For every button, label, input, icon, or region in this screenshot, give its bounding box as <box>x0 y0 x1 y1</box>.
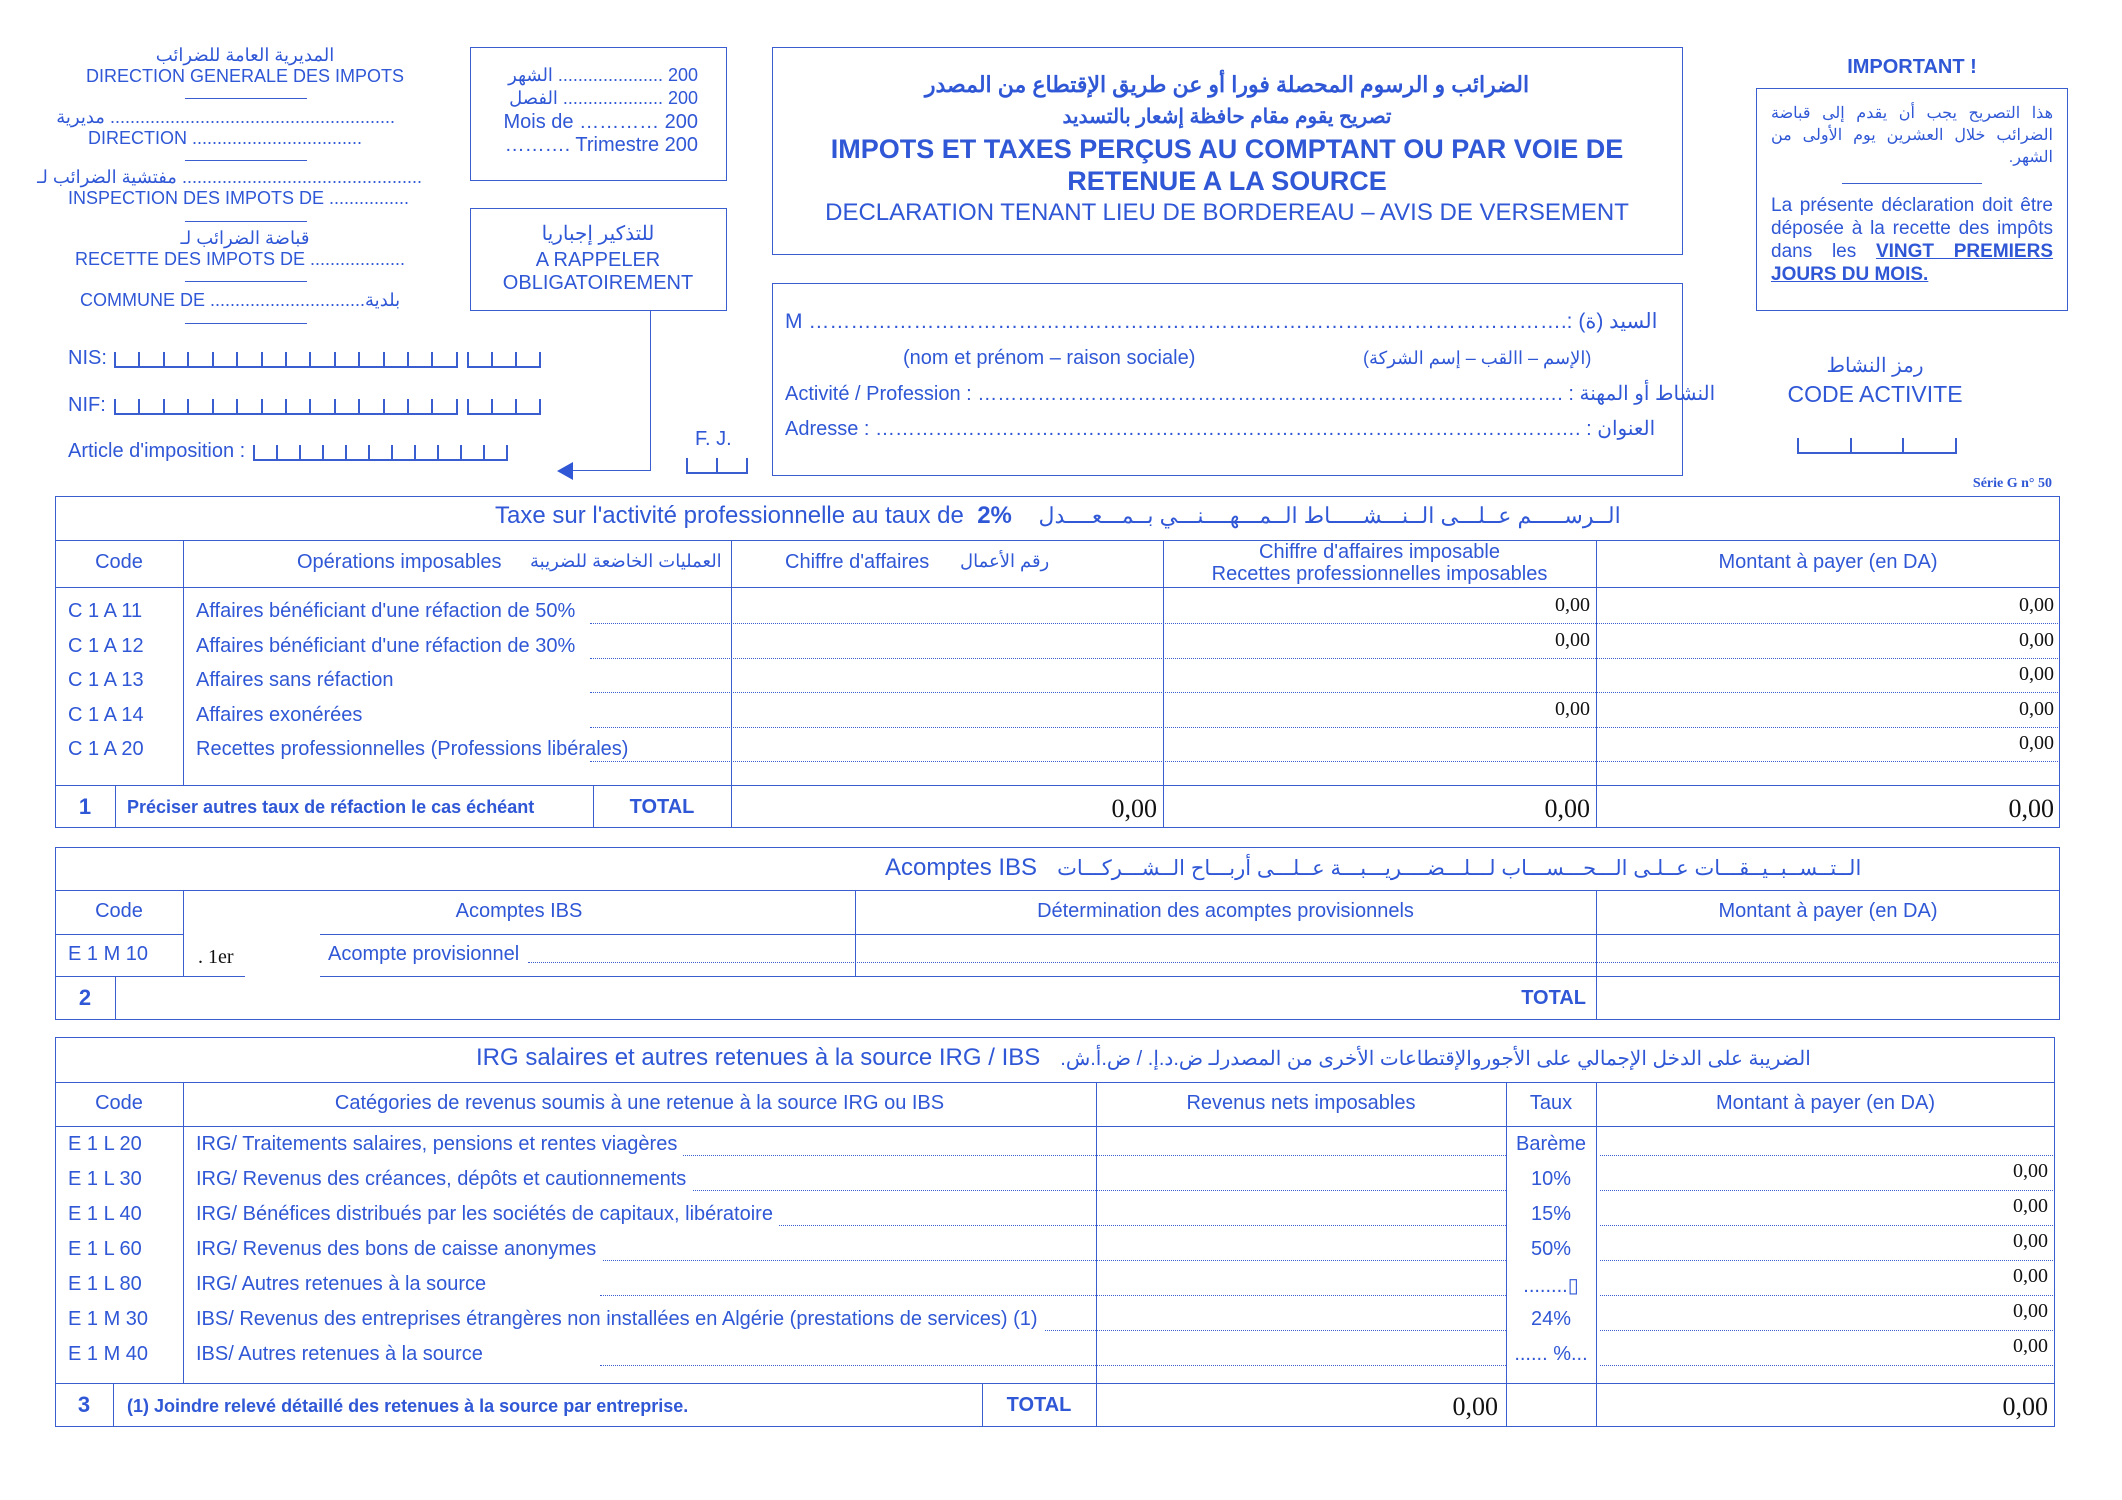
th-ca-ar: رقم الأعمال <box>960 551 1050 571</box>
nif-field[interactable] <box>114 393 456 415</box>
row-amount-field[interactable] <box>1600 1330 2053 1331</box>
row-label: IBS/ Autres retenues à la source <box>196 1343 489 1366</box>
ibs-ordinal: . 1er <box>198 946 234 968</box>
digit-slot[interactable] <box>114 399 116 415</box>
digit-slot[interactable] <box>138 352 140 368</box>
digit-slot[interactable] <box>276 445 278 461</box>
row-amount: 0,00 <box>2019 697 2054 720</box>
row-code: E 1 M 40 <box>68 1343 149 1365</box>
taxpayer-name-field[interactable]: M ………………………………………………………..……………….…………………….: السيد (ة) <box>785 310 1658 333</box>
digit-slot[interactable] <box>345 445 347 461</box>
digit-slot[interactable] <box>212 399 214 415</box>
tap-title <box>495 502 1621 530</box>
row-code: E 1 L 80 <box>68 1273 142 1295</box>
digit-slot[interactable] <box>299 445 301 461</box>
arrow-left-icon <box>557 462 573 480</box>
ibs-title-fr: Acomptes IBS <box>885 854 1038 881</box>
reminder-box <box>470 208 727 311</box>
period-box <box>470 47 727 181</box>
row-field[interactable] <box>590 692 2058 693</box>
row-code: C 1 A 12 <box>68 634 144 657</box>
digit-slot[interactable] <box>460 445 462 461</box>
digit-slot[interactable] <box>491 352 493 368</box>
row-amount: 0,00 <box>2019 594 2054 616</box>
title-box <box>772 47 1683 255</box>
row-rate: 15% <box>1530 1203 1572 1225</box>
digit-slot[interactable] <box>236 399 238 415</box>
row-rate: 50% <box>1530 1238 1572 1260</box>
irg-title-fr: IRG salaires et autres retenues à la source IRG / IBS <box>476 1044 1041 1071</box>
ibs-row-field[interactable] <box>528 962 2058 963</box>
title-line2: RETENUE A LA SOURCE <box>1067 166 1387 196</box>
code-activite-label: CODE ACTIVITE <box>1787 381 1963 407</box>
tap-title-fr: Taxe sur l'activité professionnelle au taux de <box>495 502 964 529</box>
dgi-ar: المديرية العامة للضرائب <box>155 45 335 65</box>
row-rate: Barème <box>1515 1133 1587 1155</box>
digit-slot[interactable] <box>261 399 263 415</box>
row-field[interactable] <box>590 761 2058 762</box>
reminder-line1: A RAPPELER <box>535 249 661 271</box>
digit-slot[interactable] <box>539 352 541 368</box>
digit-slot[interactable] <box>431 399 433 415</box>
total-amount: 0,00 <box>2008 794 2054 823</box>
total-label: TOTAL <box>1006 1394 1072 1416</box>
row-label: Affaires bénéficiant d'une réfaction de 50% <box>196 600 581 623</box>
row-amount-field[interactable] <box>1600 1225 2053 1226</box>
row-code: C 1 A 14 <box>68 703 144 726</box>
taxpayer-hint-fr: (nom et prénom – raison sociale) <box>903 347 1196 369</box>
row-taxable: 0,00 <box>1555 594 1590 616</box>
digit-slot[interactable] <box>334 399 336 415</box>
th-cai2: Recettes professionnelles imposables <box>1211 563 1548 585</box>
digit-slot[interactable] <box>163 352 165 368</box>
digit-slot[interactable] <box>285 352 287 368</box>
recette-ar: قباضة الضرائب لـ <box>180 228 310 248</box>
dgi: DIRECTION GENERALE DES IMPOTS <box>85 66 405 86</box>
row-rate: ...... %... <box>1514 1343 1588 1365</box>
th-amount: Montant à payer (en DA) <box>1718 900 1938 922</box>
digit-slot[interactable] <box>456 399 458 415</box>
ibs-code: E 1 M 10 <box>68 943 149 965</box>
th-acomptes: Acomptes IBS <box>455 900 583 922</box>
row-rate: 10% <box>1530 1168 1572 1190</box>
digit-slot[interactable] <box>285 399 287 415</box>
irg-title <box>476 1044 1811 1072</box>
th-code: Code <box>95 900 143 922</box>
row-amount: 0,00 <box>2013 1335 2048 1357</box>
row-amount-field[interactable] <box>1600 1155 2053 1156</box>
th-code: Code <box>95 551 143 573</box>
article-field[interactable] <box>253 439 506 461</box>
nif-label: NIF: <box>68 394 106 416</box>
digit-slot[interactable] <box>236 352 238 368</box>
th-amount: Montant à payer (en DA) <box>1718 551 1938 573</box>
quarter-field[interactable]: ………. Trimestre 200 <box>504 134 698 156</box>
row-net-field[interactable] <box>600 1365 1506 1366</box>
important-ar: هذا التصريح يجب أن يقدم إلى قباضة الضرائب خلال العشرين يوم الأولى من الشهر. <box>1771 105 2053 166</box>
nis-field[interactable] <box>114 346 456 368</box>
row-code: C 1 A 11 <box>68 600 143 622</box>
title-line1: IMPOTS ET TAXES PERÇUS AU COMPTANT OU PAR VOIE DE <box>830 134 1624 164</box>
total-ca: 0,00 <box>1111 794 1157 823</box>
nis-label: NIS: <box>68 347 107 369</box>
row-net-field[interactable] <box>600 1190 1506 1191</box>
fj-label: F. J. <box>695 428 732 450</box>
row-code: E 1 L 30 <box>68 1168 142 1190</box>
total-num: 2 <box>78 985 92 1010</box>
divider <box>185 160 307 161</box>
row-amount: 0,00 <box>2013 1300 2048 1322</box>
digit-slot[interactable] <box>261 352 263 368</box>
tap-title-ar: الــرســـــم عــلـــى الــنـــشـــــاط الــمـــهــــنـــي بــمـــعــــدل <box>1038 503 1621 528</box>
digit-slot[interactable] <box>686 458 688 474</box>
digit-slot[interactable] <box>309 399 311 415</box>
digit-slot[interactable] <box>358 399 360 415</box>
tap-rate: 2% <box>977 502 1012 529</box>
digit-slot[interactable] <box>506 445 508 461</box>
digit-slot[interactable] <box>467 352 469 368</box>
arrow-line <box>650 311 651 471</box>
digit-slot[interactable] <box>407 399 409 415</box>
article-label: Article d'imposition : <box>68 440 246 462</box>
row-amount-field[interactable] <box>1600 1365 2053 1366</box>
row-amount-field[interactable] <box>1600 1295 2053 1296</box>
digit-slot[interactable] <box>716 458 718 474</box>
row-net-field[interactable] <box>600 1155 1506 1156</box>
row-label: IRG/ Traitements salaires, pensions et rentes viagères <box>196 1133 683 1156</box>
digit-slot[interactable] <box>368 445 370 461</box>
row-field[interactable] <box>590 658 2058 659</box>
row-rate: ........▯ <box>1523 1275 1579 1297</box>
digit-slot[interactable] <box>114 352 116 368</box>
row-amount: 0,00 <box>2013 1265 2048 1287</box>
digit-slot[interactable] <box>407 352 409 368</box>
th-amount: Montant à payer (en DA) <box>1716 1092 1935 1114</box>
row-field[interactable] <box>590 727 2058 728</box>
total-net: 0,00 <box>1452 1392 1498 1421</box>
total-taxable: 0,00 <box>1544 794 1590 823</box>
total-num: 1 <box>78 794 92 819</box>
row-amount: 0,00 <box>2013 1195 2048 1217</box>
inspection-field[interactable]: INSPECTION DES IMPOTS DE ................ <box>68 188 410 208</box>
nis-key-field[interactable] <box>467 346 539 368</box>
row-net-field[interactable] <box>600 1295 1506 1296</box>
recette-field[interactable]: RECETTE DES IMPOTS DE ................... <box>75 249 406 269</box>
row-amount: 0,00 <box>2013 1230 2048 1252</box>
total-label: TOTAL <box>629 796 695 818</box>
reminder-ar: للتذكير إجباريا <box>541 223 655 245</box>
title-ar1: الضرائب و الرسوم المحصلة فورا أو عن طريق الإقتطاع من المصدر <box>924 72 1530 97</box>
th-cai1: Chiffre d'affaires imposable <box>1259 541 1500 563</box>
row-code: E 1 L 60 <box>68 1238 142 1260</box>
row-amount-field[interactable] <box>1600 1260 2053 1261</box>
activity-field[interactable]: Activité / Profession : ……………………………………………………………………………. : النشاط أو المهنة <box>785 383 1716 405</box>
digit-slot[interactable] <box>467 399 469 415</box>
total-amount: 0,00 <box>2002 1392 2048 1421</box>
th-category: Catégories de revenus soumis à une retenue à la source IRG ou IBS <box>334 1092 945 1114</box>
digit-slot[interactable] <box>1850 438 1852 454</box>
row-field[interactable] <box>590 623 2058 624</box>
digit-slot[interactable] <box>253 445 255 461</box>
th-code: Code <box>95 1092 143 1114</box>
ibs-label: Acompte provisionnel <box>328 943 520 965</box>
ibs-title-ar: الــتــســبــيــقـــات عــلـى الـــحـــســـاب لـــلـــضــــريـــبـــة عــلـــى أربـــاح الــشـــركـــات <box>1057 857 1862 880</box>
th-ops: Opérations imposables <box>297 551 502 573</box>
important-fr-text: La présente déclaration doit être déposée à la recette des impôts dans les <box>1771 195 2053 262</box>
row-net-field[interactable] <box>600 1260 1506 1261</box>
row-label: IBS/ Revenus des entreprises étrangères non installées en Algérie (prestations de services) (1) <box>196 1308 1044 1331</box>
digit-slot[interactable] <box>431 352 433 368</box>
month-field[interactable]: Mois de ………… 200 <box>503 111 698 133</box>
digit-slot[interactable] <box>334 352 336 368</box>
row-label: IRG/ Revenus des bons de caisse anonymes <box>196 1238 602 1261</box>
important-box <box>1756 88 2068 311</box>
digit-slot[interactable] <box>1797 438 1799 454</box>
digit-slot[interactable] <box>515 399 517 415</box>
digit-slot[interactable] <box>515 352 517 368</box>
row-rate: 24% <box>1530 1308 1572 1330</box>
commune-field[interactable]: COMMUNE DE ...............................بلدية <box>80 290 401 310</box>
divider <box>1842 183 1982 184</box>
arrow-line <box>570 470 651 471</box>
irg-title-ar: الضريبة على الدخل الإجمالي على الأجوروالإقتطاعات الأخرى من المصدرلـ ض.د.إ. / ض.أ.ش. <box>1060 1048 1811 1070</box>
divider <box>185 98 307 99</box>
row-amount: 0,00 <box>2013 1160 2048 1182</box>
th-net: Revenus nets imposables <box>1186 1092 1416 1114</box>
address-field[interactable]: Adresse : ……………………………………………………………………………………………. : العنوان <box>785 418 1656 440</box>
total-num: 3 <box>77 1392 91 1417</box>
row-amount: 0,00 <box>2019 663 2054 685</box>
serie-label: Série G n° 50 <box>1972 476 2052 491</box>
code-activite-ar: رمز النشاط <box>1826 355 1924 377</box>
ibs-title <box>885 854 1861 882</box>
digit-slot[interactable] <box>414 445 416 461</box>
digit-slot[interactable] <box>322 445 324 461</box>
important-title: IMPORTANT ! <box>1847 56 1977 78</box>
row-code: E 1 L 40 <box>68 1203 142 1225</box>
row-label: Affaires bénéficiant d'une réfaction de 30% <box>196 635 581 658</box>
th-determination: Détermination des acomptes provisionnels <box>1037 900 1414 922</box>
row-taxable: 0,00 <box>1555 697 1590 720</box>
digit-slot[interactable] <box>358 352 360 368</box>
divider <box>185 221 307 222</box>
row-amount: 0,00 <box>2019 732 2054 754</box>
digit-slot[interactable] <box>456 352 458 368</box>
row-amount-field[interactable] <box>1600 1190 2053 1191</box>
row-label: IRG/ Revenus des créances, dépôts et cautionnements <box>196 1168 692 1191</box>
quarter-ar-field[interactable]: 200 .................... الفصل <box>509 88 698 108</box>
tap-table <box>55 496 2060 828</box>
digit-slot[interactable] <box>1902 438 1904 454</box>
row-code: E 1 L 20 <box>68 1133 142 1155</box>
important-fr <box>1771 194 2053 286</box>
title-line3: DECLARATION TENANT LIEU DE BORDEREAU – AVIS DE VERSEMENT <box>825 199 1629 226</box>
row-label: Recettes professionnelles (Professions libérales) <box>196 738 634 761</box>
digit-slot[interactable] <box>309 352 311 368</box>
digit-slot[interactable] <box>483 445 485 461</box>
fj-field[interactable] <box>686 452 746 474</box>
digit-slot[interactable] <box>212 352 214 368</box>
digit-slot[interactable] <box>1955 438 1957 454</box>
digit-slot[interactable] <box>383 352 385 368</box>
total-note: (1) Joindre relevé détaillé des retenues à la source par entreprise. <box>127 1396 689 1416</box>
digit-slot[interactable] <box>163 399 165 415</box>
th-ca: Chiffre d'affaires <box>785 551 930 573</box>
month-ar-field[interactable]: 200 ..................... الشهر <box>508 65 698 85</box>
digit-slot[interactable] <box>187 399 189 415</box>
digit-slot[interactable] <box>491 399 493 415</box>
row-label: Affaires sans réfaction <box>196 669 400 692</box>
row-code: C 1 A 20 <box>68 738 144 760</box>
digit-slot[interactable] <box>187 352 189 368</box>
total-note: Préciser autres taux de réfaction le cas échéant <box>127 797 535 817</box>
inspection-ar: ................................................ مفتشية الضرائب لـ <box>37 167 422 187</box>
divider <box>185 281 307 282</box>
row-taxable: 0,00 <box>1555 628 1590 651</box>
total-label: TOTAL <box>1521 987 1586 1009</box>
row-label: Affaires exonérées <box>196 704 368 727</box>
row-label: IRG/ Bénéfices distribués par les sociétés de capitaux, libératoire <box>196 1203 779 1226</box>
nif-key-field[interactable] <box>467 393 539 415</box>
digit-slot[interactable] <box>391 445 393 461</box>
th-ops-ar: العمليات الخاضعة للضريبة <box>530 551 722 571</box>
code-activite-field[interactable] <box>1797 432 1955 454</box>
digit-slot[interactable] <box>746 458 748 474</box>
taxpayer-hint-ar: (الإسم – االقب – إسم الشركة) <box>1363 348 1592 368</box>
taxpayer-box <box>772 283 1716 476</box>
row-label: IRG/ Autres retenues à la source <box>196 1273 492 1296</box>
row-code: C 1 A 13 <box>68 669 144 691</box>
reminder-line2: OBLIGATOIREMENT <box>502 272 694 294</box>
direction-field[interactable]: DIRECTION .................................. <box>88 128 363 148</box>
title-ar2: تصريح يقوم مقام حافظة إشعار بالتسديد <box>1062 106 1392 128</box>
digit-slot[interactable] <box>539 399 541 415</box>
divider <box>185 323 307 324</box>
digit-slot[interactable] <box>437 445 439 461</box>
row-code: E 1 M 30 <box>68 1308 149 1330</box>
th-rate: Taux <box>1529 1092 1573 1114</box>
important-emph: VINGT PREMIERS JOURS DU MOIS. <box>1771 241 2054 285</box>
digit-slot[interactable] <box>383 399 385 415</box>
digit-slot[interactable] <box>138 399 140 415</box>
direction-ar: ......................................................... مديرية <box>56 107 395 127</box>
row-amount: 0,00 <box>2019 628 2054 651</box>
